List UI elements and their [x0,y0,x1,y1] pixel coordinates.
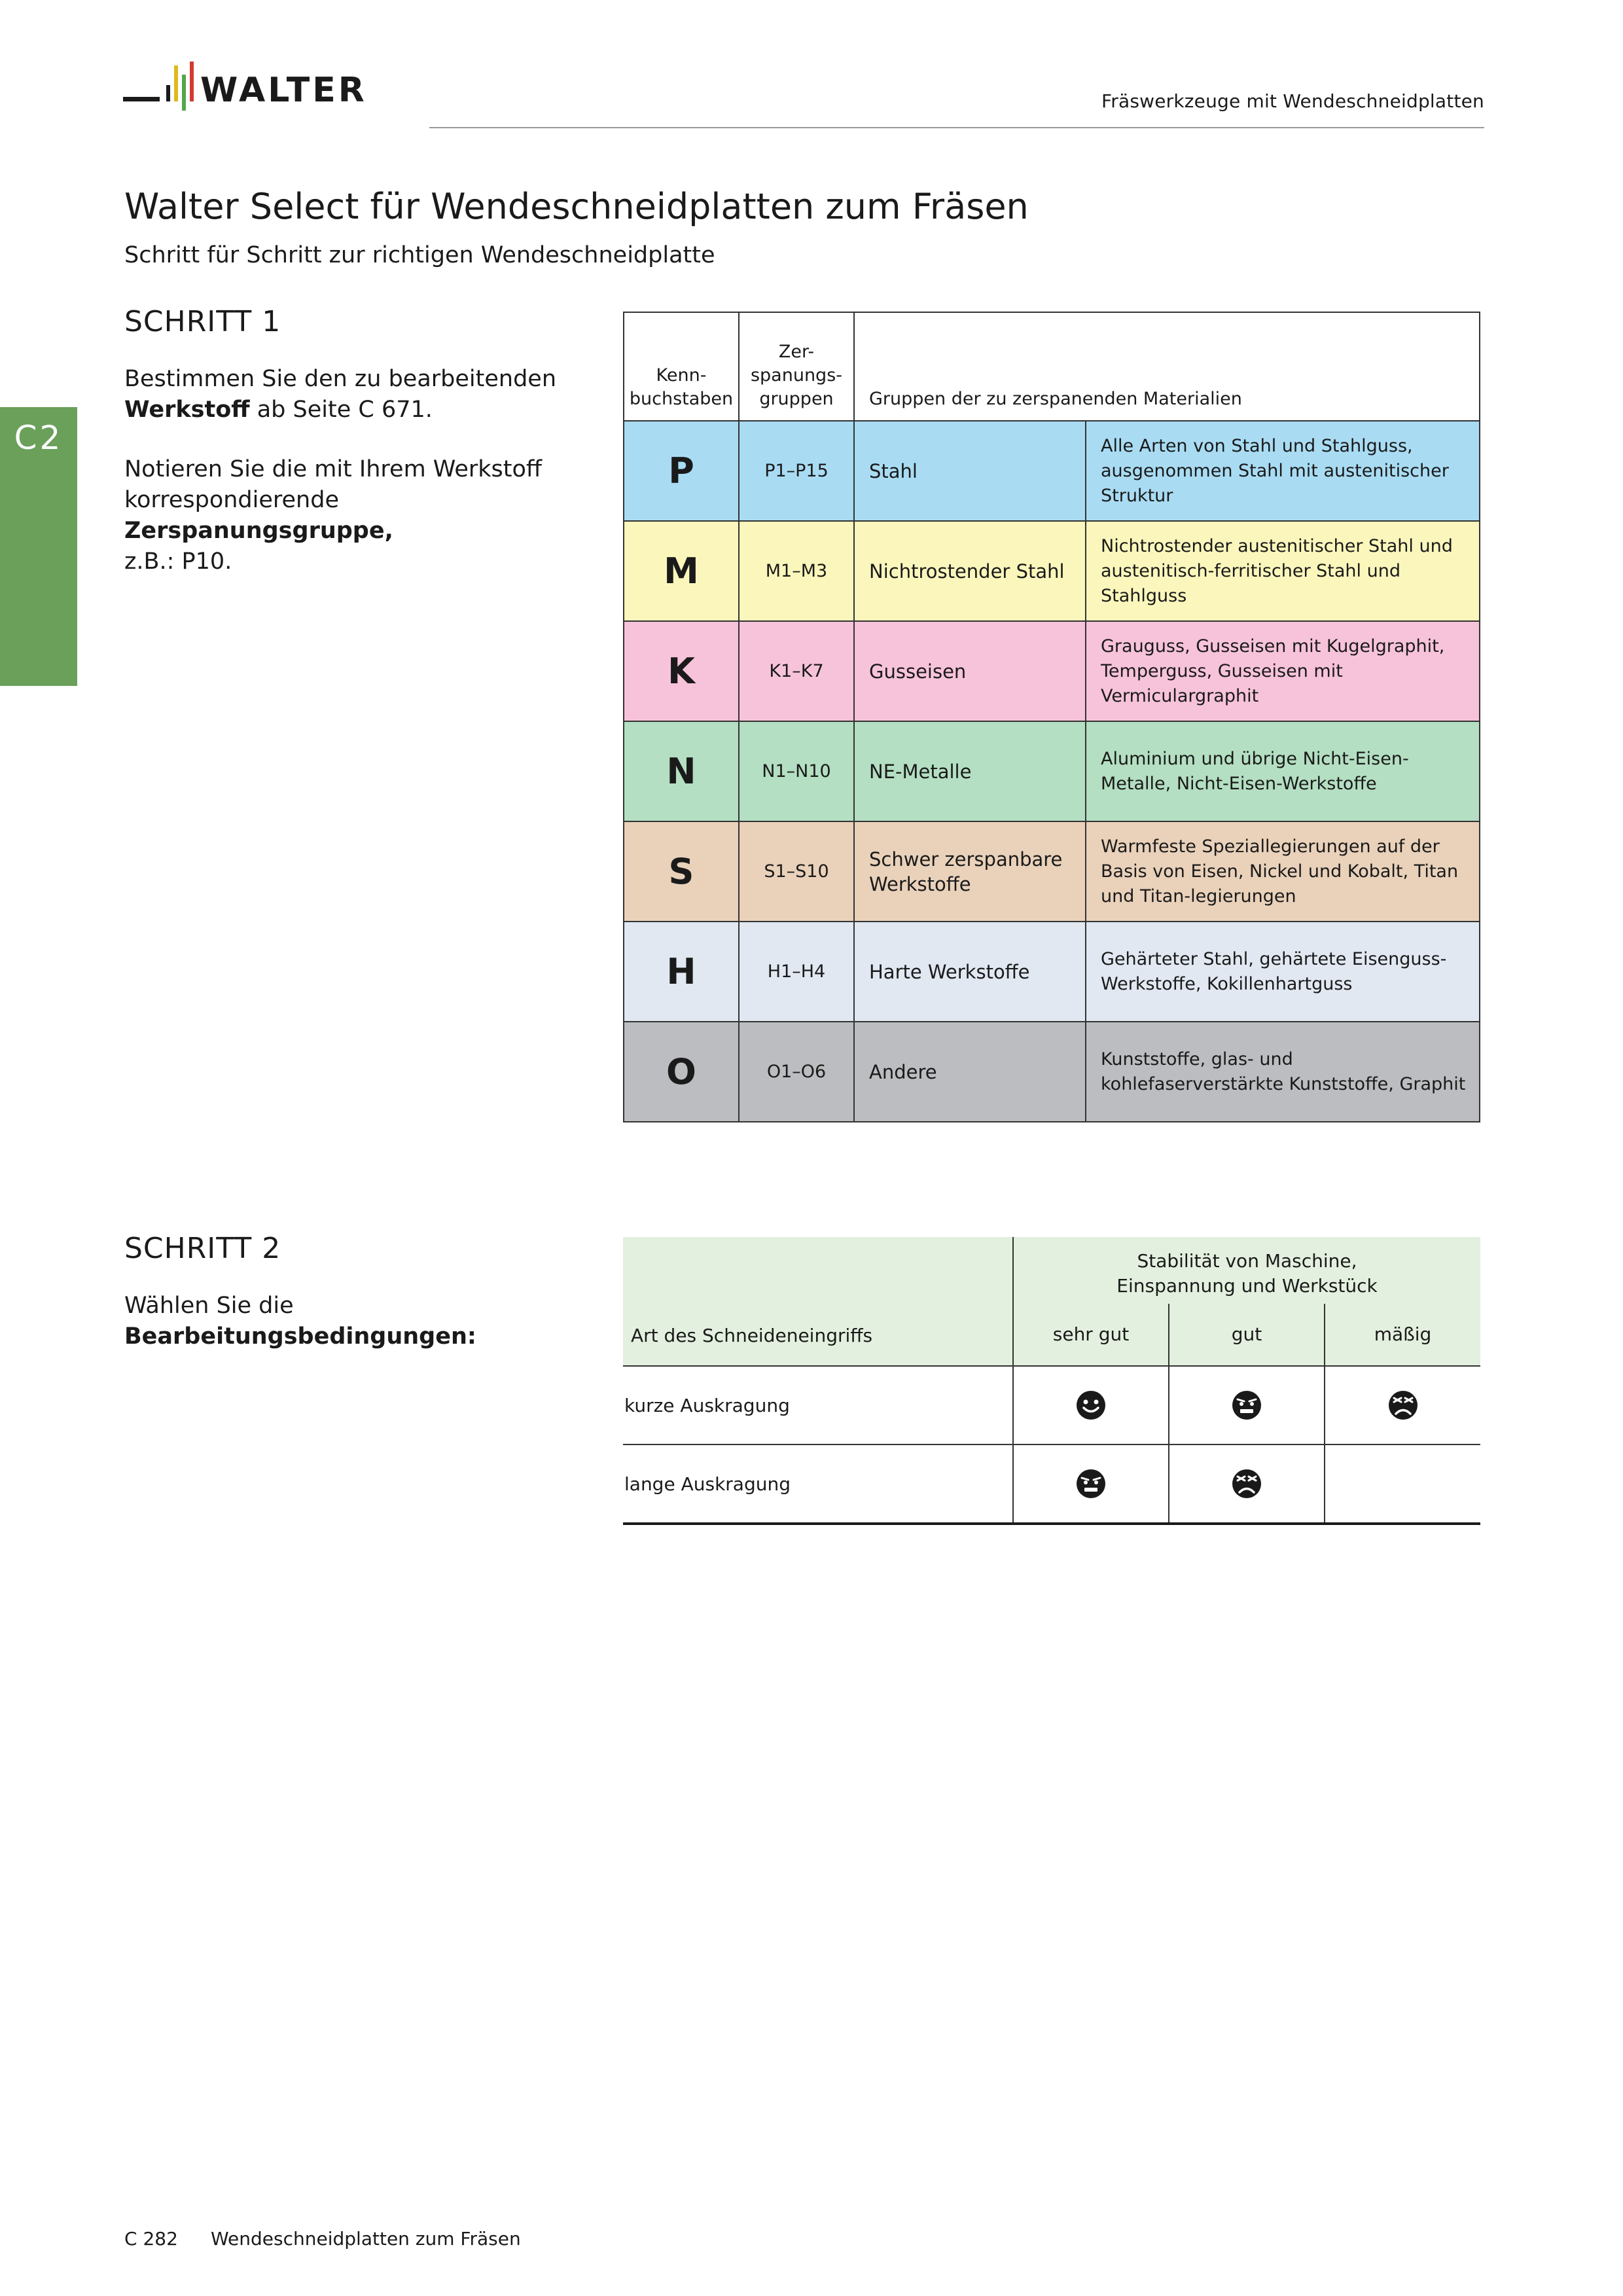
material-description: Gehärteter Stahl, gehärtete Eisenguss-Werkstoffe, Kokillenhartguss [1086,922,1480,1022]
material-letter: S [624,821,739,922]
rating-cell [1325,1366,1480,1444]
material-row-o [624,1022,1480,1122]
material-name: Nichtrostender Stahl [854,521,1086,621]
machining-conditions-table [623,1237,1480,1525]
material-description: Warmfeste Speziallegierungen auf der Basis von Eisen, Nickel und Kobalt, Titan und Titan-legierungen [1086,821,1480,922]
header-rule [429,127,1484,128]
material-row-p [624,421,1480,521]
rating-cell [1325,1444,1480,1524]
header-sehr-gut: sehr gut [1013,1304,1169,1366]
conditions-header-row [623,1237,1480,1304]
neutral-icon [1076,1472,1106,1494]
header-kennbuchstaben [624,312,739,421]
rating-cell [1013,1366,1169,1444]
material-description: Grauguss, Gusseisen mit Kugelgraphit, Temperguss, Gusseisen mit Vermiculargraphit [1086,621,1480,721]
step1-instruction-2 [124,454,582,577]
material-letter: H [624,922,739,1022]
material-row-s [624,821,1480,922]
material-name: NE-Metalle [854,721,1086,821]
material-letter: P [624,421,739,521]
material-letter: M [624,521,739,621]
frown-icon [1232,1472,1262,1494]
material-name: Stahl [854,421,1086,521]
condition-row [623,1444,1480,1524]
footer-title: Wendeschneidplatten zum Fräsen [211,2228,521,2250]
step2-heading: SCHRITT 2 [124,1232,281,1265]
neutral-icon [1232,1393,1262,1415]
chapter-tab-label: C2 [14,419,63,457]
header-zerspanungsgruppen [739,312,854,421]
rating-cell [1169,1366,1325,1444]
machining-group: P1–P15 [739,421,854,521]
page-subtitle: Schritt für Schritt zur richtigen Wendeschneidplatte [124,242,715,268]
step1-text2-bold: Zerspanungsgruppe, [124,518,393,544]
page-title: Walter Select für Wendeschneidplatten zum Fräsen [124,186,1029,227]
header-materialgruppen [854,312,1480,421]
machining-group: M1–M3 [739,521,854,621]
header-gut: gut [1169,1304,1325,1366]
material-name: Harte Werkstoffe [854,922,1086,1022]
step1-text1-part-a: Bestimmen Sie den zu bearbeitenden [124,366,557,392]
material-letter: N [624,721,739,821]
material-row-m [624,521,1480,621]
material-description: Nichtrostender austenitischer Stahl und austenitisch-ferritischer Stahl und Stahlguss [1086,521,1480,621]
logo-text: WALTER [200,71,367,110]
header-maessig: mäßig [1325,1304,1480,1366]
step2-instruction [124,1291,582,1352]
condition-label: kurze Auskragung [623,1366,1013,1444]
material-groups-table [623,312,1480,1122]
condition-row [623,1366,1480,1444]
smile-icon [1076,1393,1106,1415]
material-letter: O [624,1022,739,1122]
header-stabilitaet-text: Stabilität von Maschine, Einspannung und Werkstück [1116,1250,1378,1297]
header-title: Fräswerkzeuge mit Wendeschneidplatten [1101,90,1484,112]
material-letter: K [624,621,739,721]
header-materialgruppen-text: Gruppen der zu zerspanenden Materialien [869,389,1242,409]
material-row-n [624,721,1480,821]
step1-text1-bold: Werkstoff [124,397,250,423]
material-description: Alle Arten von Stahl und Stahlguss, ausgenommen Stahl mit austenitischer Struktur [1086,421,1480,521]
step2-text-part-a: Wählen Sie die [124,1293,294,1319]
material-row-k [624,621,1480,721]
condition-label: lange Auskragung [623,1444,1013,1524]
material-description: Aluminium und übrige Nicht-Eisen-Metalle, Nicht-Eisen-Werkstoffe [1086,721,1480,821]
material-name: Schwer zerspanbare Werkstoffe [854,821,1086,922]
machining-group: K1–K7 [739,621,854,721]
walter-logo [123,58,398,136]
rating-cell [1013,1444,1169,1524]
frown-icon [1388,1393,1418,1415]
material-name: Gusseisen [854,621,1086,721]
material-row-h [624,922,1480,1022]
machining-group: H1–H4 [739,922,854,1022]
step1-text1-part-b: ab Seite C 671. [249,397,433,423]
header-art-schneideneingriff: Art des Schneideneingriffs [623,1237,1013,1366]
material-description: Kunststoffe, glas- und kohlefaserverstärkte Kunststoffe, Graphit [1086,1022,1480,1122]
header-zerspanungsgruppen-text: Zer- spanungs- gruppen [750,342,843,409]
header-kennbuchstaben-text: Kenn- buchstaben [629,365,734,409]
step1-text2-part-b: z.B.: P10. [124,548,232,575]
step1-heading: SCHRITT 1 [124,305,281,338]
material-table-header-row [624,312,1480,421]
machining-group: N1–N10 [739,721,854,821]
step2-text-bold: Bearbeitungsbedingungen: [124,1323,476,1350]
step1-text2-part-a: Notieren Sie die mit Ihrem Werkstoff korrespondierende [124,456,543,513]
machining-group: S1–S10 [739,821,854,922]
header-stabilitaet [1013,1237,1480,1304]
footer-page-number: C 282 [124,2228,178,2250]
rating-cell [1169,1444,1325,1524]
machining-group: O1–O6 [739,1022,854,1122]
material-name: Andere [854,1022,1086,1122]
step1-instruction-1 [124,364,582,425]
